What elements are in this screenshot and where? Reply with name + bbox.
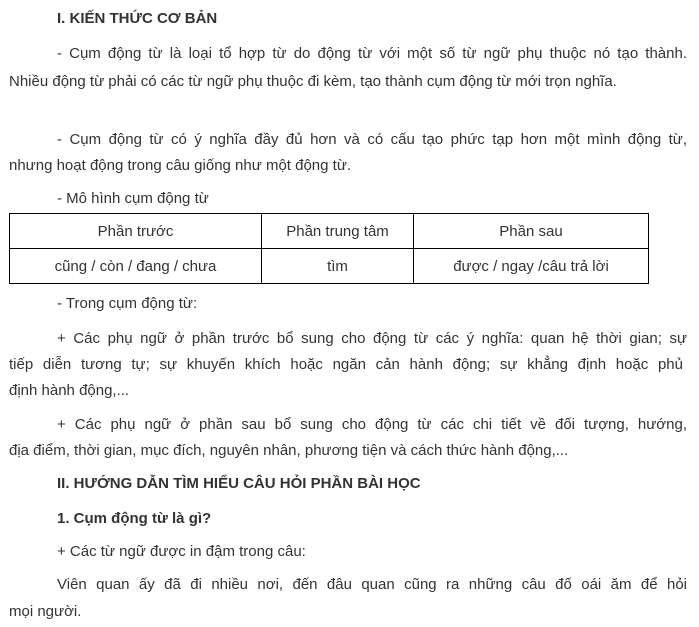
paragraph-4-line-2: địa điểm, thời gian, mục đích, nguyên nhân, phương tiện và cách thức hành động,... xyxy=(9,442,569,459)
table-header-cell: Phần trung tâm xyxy=(262,214,414,249)
paragraph-1-line-2: Nhiều động từ phải có các từ ngữ phụ thuộc đi kèm, tạo thành cụm động từ mới trọn nghĩa. xyxy=(9,73,617,90)
model-label: - Mô hình cụm động từ xyxy=(57,190,209,207)
paragraph-4-line-1: + Các phụ ngữ ở phần sau bổ sung cho động từ các chi tiết về đối tượng, hướng, xyxy=(57,416,687,433)
bold-words-label: + Các từ ngữ được in đậm trong câu: xyxy=(57,543,306,560)
paragraph-1-line-1: - Cụm động từ là loại tổ hợp từ do động từ với một số từ ngữ phụ thuộc nó tạo thành. xyxy=(57,45,687,62)
table-header-cell: Phần trước xyxy=(10,214,262,249)
paragraph-2-line-1: - Cụm động từ có ý nghĩa đầy đủ hơn và có cấu tạo phức tạp hơn một mình động từ, xyxy=(57,131,687,148)
paragraph-3-line-2: tiếp diễn tương tự; sự khuyến khích hoặc ngăn cản hành động; sự khẳng định hoặc phủ xyxy=(9,356,683,373)
table-cell: tìm xyxy=(262,249,414,284)
section-2-subheading: 1. Cụm động từ là gì? xyxy=(57,510,212,527)
table-header-row xyxy=(10,214,649,249)
table-cell: được / ngay /câu trả lời xyxy=(414,249,649,284)
verb-phrase-model-table xyxy=(9,213,649,284)
table-header-cell: Phần sau xyxy=(414,214,649,249)
paragraph-3-line-3: định hành động,... xyxy=(9,382,130,399)
table-row xyxy=(10,249,649,284)
section-1-heading: I. KIẾN THỨC CƠ BẢN xyxy=(57,10,218,27)
section-2-heading: II. HƯỚNG DẪN TÌM HIỂU CÂU HỎI PHẦN BÀI HỌC xyxy=(57,475,421,492)
paragraph-2-line-2: nhưng hoạt động trong câu giống như một động từ. xyxy=(9,157,352,174)
example-line-2: mọi người. xyxy=(9,603,82,620)
paragraph-3-line-1: + Các phụ ngữ ở phần trước bổ sung cho động từ các ý nghĩa: quan hệ thời gian; sự xyxy=(57,330,687,347)
table-cell: cũng / còn / đang / chưa xyxy=(10,249,262,284)
example-line-1: Viên quan ấy đã đi nhiều nơi, đến đâu quan cũng ra những câu đố oái ăm để hỏi xyxy=(57,576,687,593)
in-phrase-label: - Trong cụm động từ: xyxy=(57,295,198,312)
